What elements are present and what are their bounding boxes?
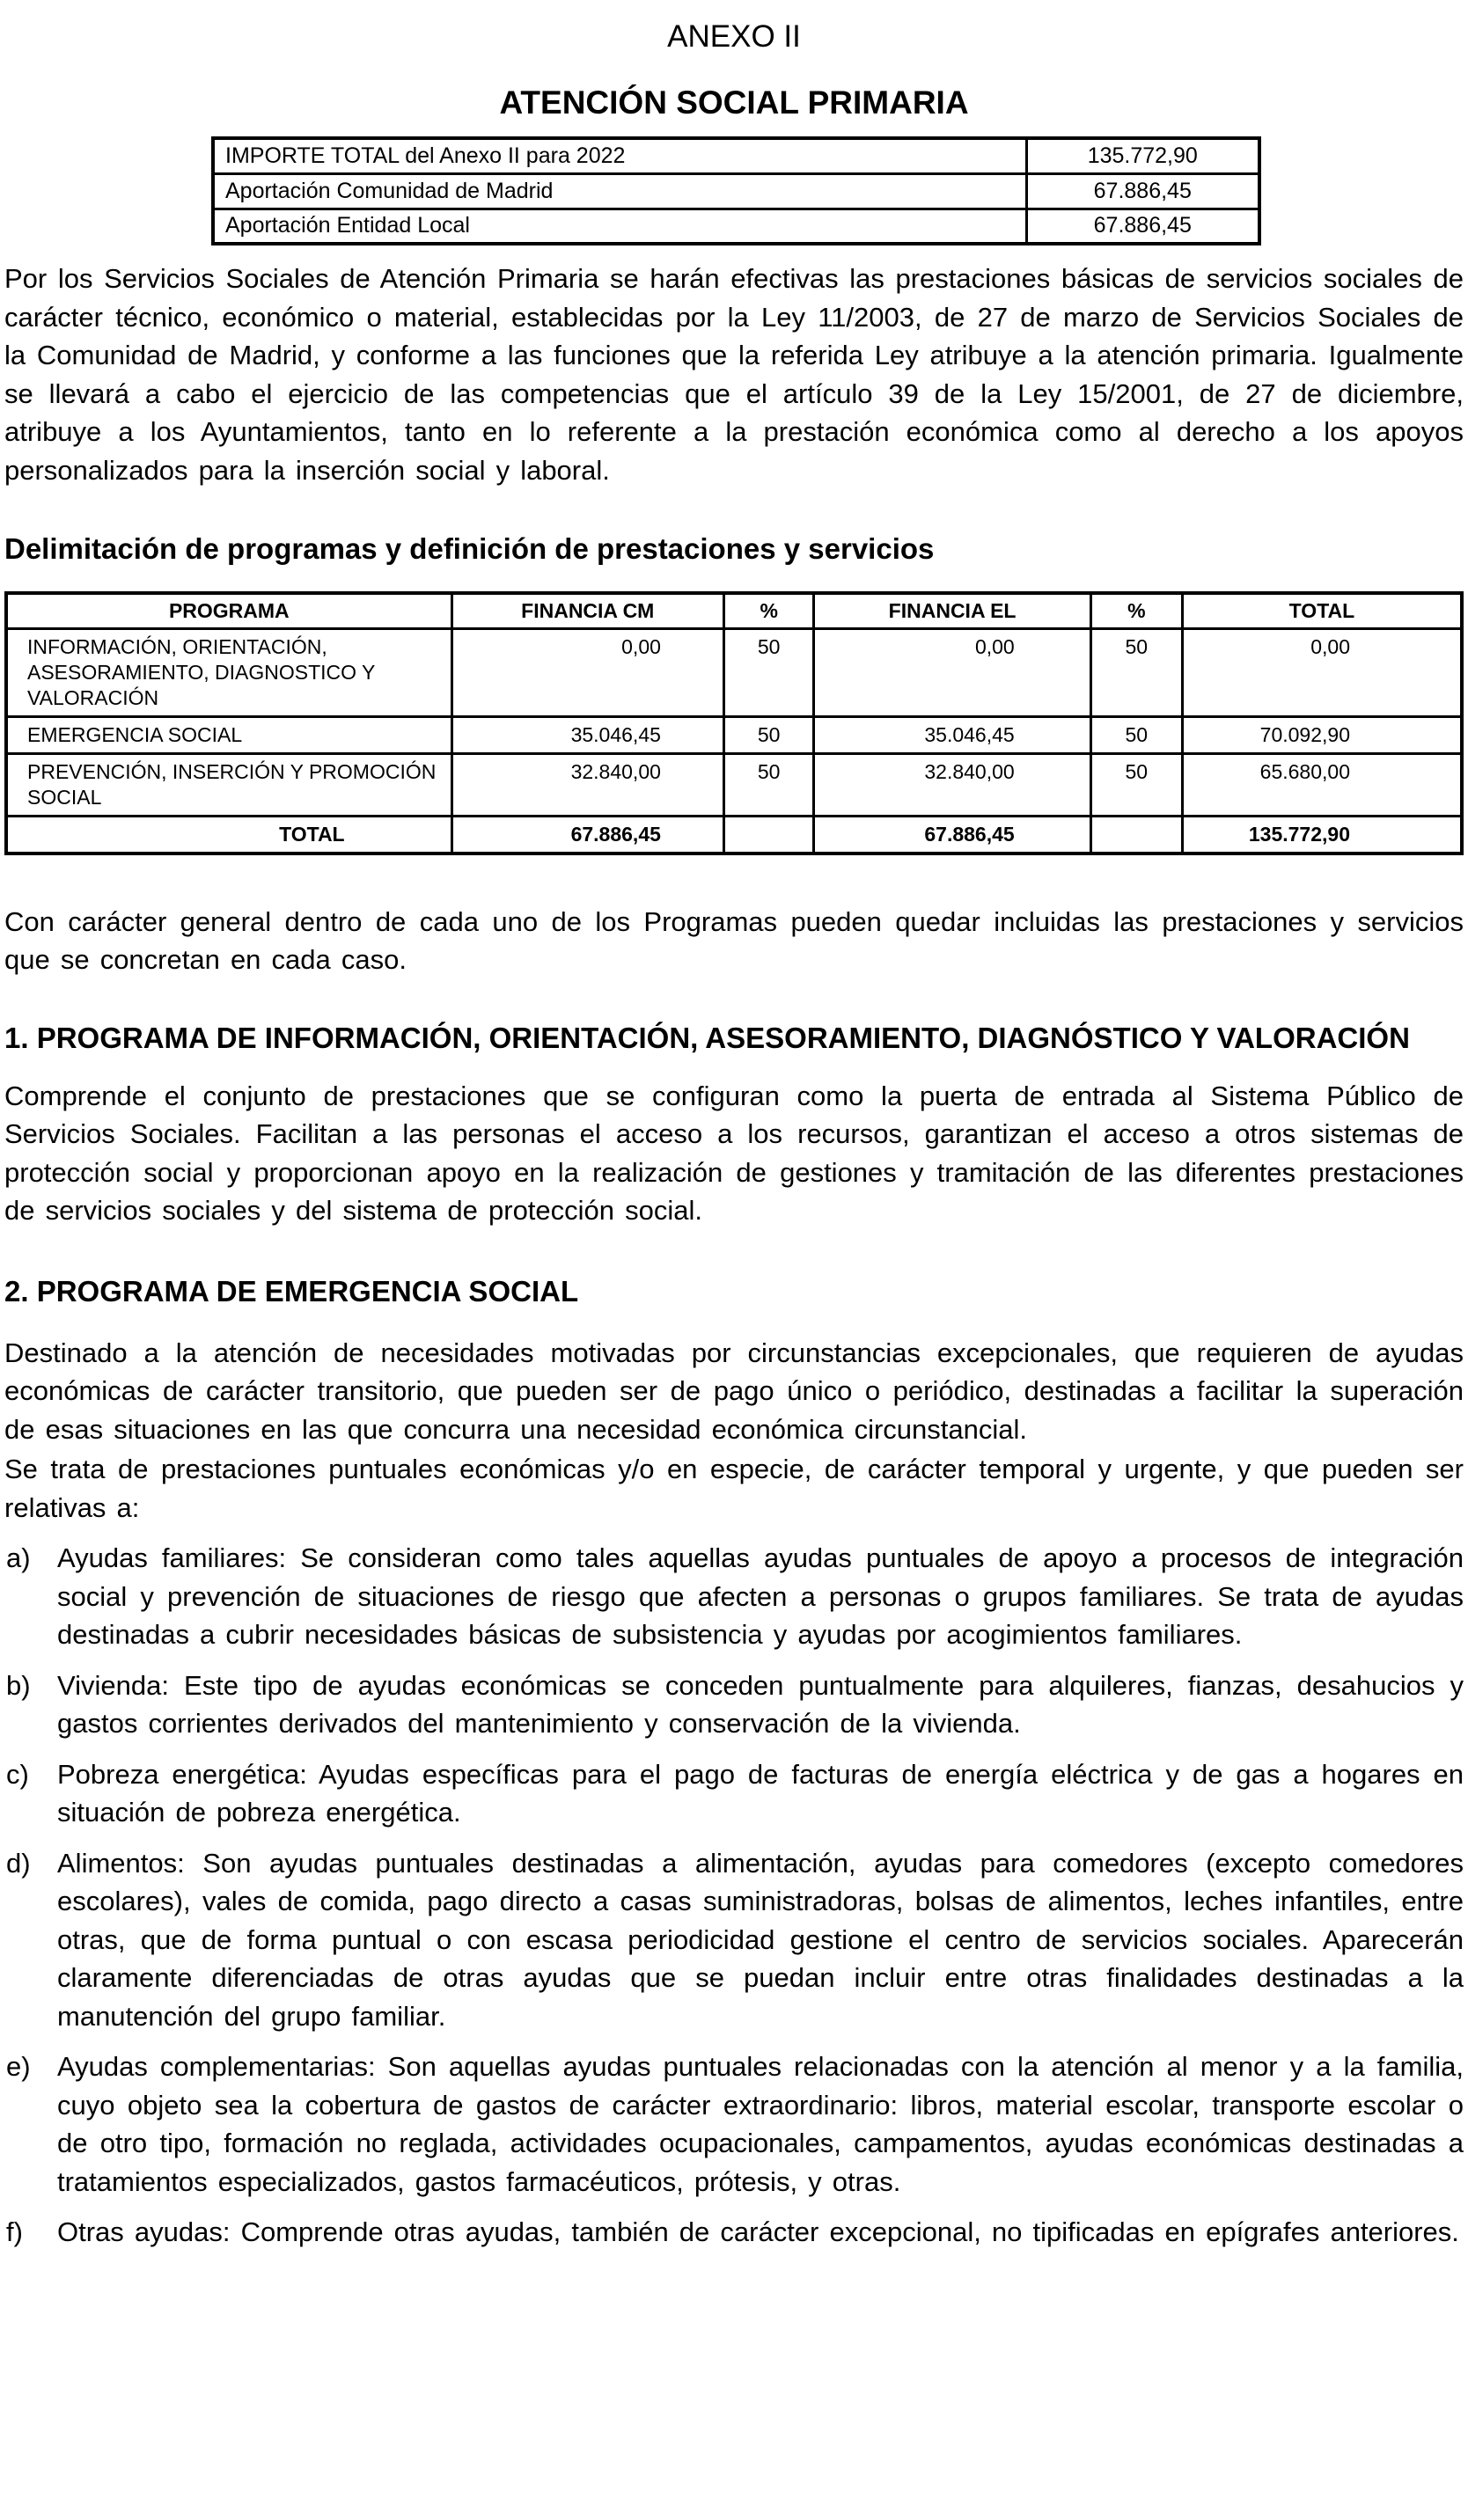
percent-value: 50 [723, 753, 814, 816]
grand-total-value: 135.772,90 [1182, 816, 1462, 853]
list-item-text: Otras ayudas: Comprende otras ayudas, también de carácter excepcional, no tipificadas en epígrafes anteriores. [57, 2216, 1459, 2247]
section-2-heading: 2. PROGRAMA DE EMERGENCIA SOCIAL [4, 1274, 579, 1308]
financia-cm-value: 35.046,45 [451, 716, 723, 753]
programs-financing-table [4, 591, 1464, 855]
general-paragraph: Con carácter general dentro de cada uno de los Programas pueden quedar incluidas las prestaciones y servicios que se concretan en cada caso. [4, 905, 1464, 975]
list-item [4, 1755, 1464, 1832]
financia-el-value: 35.046,45 [814, 716, 1090, 753]
summary-label: IMPORTE TOTAL del Anexo II para 2022 [213, 138, 1026, 173]
percent-value: 50 [723, 716, 814, 753]
total-value: 70.092,90 [1182, 716, 1462, 753]
total-row-label: TOTAL [6, 816, 451, 853]
percent-value: 50 [723, 628, 814, 716]
page-subtitle: ATENCIÓN SOCIAL PRIMARIA [499, 84, 969, 121]
list-item-text: Pobreza energética: Ayudas específicas para el pago de facturas de energía eléctrica y de gas a hogares en situación de pobreza energética. [57, 1758, 1464, 1828]
column-header: FINANCIA CM [451, 593, 723, 628]
section-1-heading: 1. PROGRAMA DE INFORMACIÓN, ORIENTACIÓN, ASESORAMIENTO, DIAGNÓSTICO Y VALORACIÓN [4, 1021, 1410, 1054]
percent-value: 50 [1090, 716, 1182, 753]
financia-cm-total: 67.886,45 [451, 816, 723, 853]
column-header: FINANCIA EL [814, 593, 1090, 628]
table-row [6, 628, 1462, 716]
percent-value: 50 [1090, 753, 1182, 816]
programs-heading: Delimitación de programas y definición de prestaciones y servicios [4, 532, 935, 565]
total-value: 65.680,00 [1182, 753, 1462, 816]
list-item-text: Alimentos: Son ayudas puntuales destinadas a alimentación, ayudas para comedores (excepto comedores escolares), vales de comida, pago directo a casas suministradoras, bolsas de alimentos, leches infantiles, entre otras, que de forma puntual o con escasa periodicidad gestione el centro de servicios sociales. Aparecerán claramente diferenciadas de otras ayudas que se puedan incluir entre otras finalidades destinadas a la manutención del grupo familiar. [57, 1847, 1464, 2032]
list-item-marker: d) [6, 1847, 31, 1879]
summary-value: 67.886,45 [1026, 209, 1259, 244]
summary-value: 67.886,45 [1026, 173, 1259, 209]
list-item-marker: b) [6, 1669, 31, 1701]
table-header-row [6, 593, 1462, 628]
summary-amounts-table [211, 136, 1261, 245]
section-2-paragraph-2: Se trata de prestaciones puntuales económicas y/o en especie, de carácter temporal y urgente, y que pueden ser relativas a: [4, 1454, 1464, 1523]
list-item [4, 1667, 1464, 1743]
intro-paragraph: Por los Servicios Sociales de Atención Primaria se harán efectivas las prestaciones básicas de servicios sociales de carácter técnico, económico o material, establecidas por la Ley 11/2003, de 27 de marzo de Servicios Sociales de la Comunidad de Madrid, y conforme a las funciones que la referida Ley atribuye a la atención primaria. Igualmente se llevará a cabo el ejercicio de las competencias que el artículo 39 de la Ley 15/2001, de 27 de diciembre, atribuye a los Ayuntamientos, tanto en lo referente a la prestación económica como al derecho a los apoyos personalizados para la inserción social y laboral. [4, 263, 1464, 486]
financia-el-total: 67.886,45 [814, 816, 1090, 853]
table-row [213, 138, 1259, 173]
summary-label: Aportación Comunidad de Madrid [213, 173, 1026, 209]
financia-el-value: 32.840,00 [814, 753, 1090, 816]
aid-types-list [4, 1539, 1464, 2252]
column-header: TOTAL [1182, 593, 1462, 628]
column-header: PROGRAMA [6, 593, 451, 628]
list-item-marker: c) [6, 1758, 29, 1790]
percent-empty-cell [723, 816, 814, 853]
financia-cm-value: 0,00 [451, 628, 723, 716]
summary-value: 135.772,90 [1026, 138, 1259, 173]
table-row [6, 753, 1462, 816]
list-item-text: Vivienda: Este tipo de ayudas económicas se conceden puntualmente para alquileres, fianzas, desahucios y gastos corrientes derivados del mantenimiento y conservación de la vivienda. [57, 1669, 1464, 1739]
column-header: % [1090, 593, 1182, 628]
program-name: PREVENCIÓN, INSERCIÓN Y PROMOCIÓN SOCIAL [6, 753, 451, 816]
table-total-row [6, 816, 1462, 853]
section-2-paragraph-1: Destinado a la atención de necesidades motivadas por circunstancias excepcionales, que requieren de ayudas económicas de carácter transitorio, que pueden ser de pago único o periódico, destinadas a facilitar la superación de esas situaciones en las que concurra una necesidad económica circunstancial. [4, 1337, 1464, 1445]
total-value: 0,00 [1182, 628, 1462, 716]
program-name: INFORMACIÓN, ORIENTACIÓN, ASESORAMIENTO, DIAGNOSTICO Y VALORACIÓN [6, 628, 451, 716]
percent-value: 50 [1090, 628, 1182, 716]
financia-cm-value: 32.840,00 [451, 753, 723, 816]
column-header: % [723, 593, 814, 628]
list-item-marker: a) [6, 1542, 31, 1573]
percent-empty-cell [1090, 816, 1182, 853]
list-item-text: Ayudas complementarias: Son aquellas ayudas puntuales relacionadas con la atención al menor y a la familia, cuyo objeto sea la cobertura de gastos de carácter extraordinario: libros, material escolar, transporte escolar o de otro tipo, formación no reglada, actividades ocupacionales, campamentos, ayudas económicas destinadas a tratamientos especializados, gastos farmacéuticos, prótesis, y otras. [57, 2051, 1464, 2197]
list-item-marker: e) [6, 2051, 31, 2082]
list-item [4, 2048, 1464, 2201]
table-row [213, 209, 1259, 244]
list-item-text: Ayudas familiares: Se consideran como tales aquellas ayudas puntuales de apoyo a procesos de integración social y prevención de situaciones de riesgo que afecten a personas o grupos familiares. Se trata de ayudas destinadas a cubrir necesidades básicas de subsistencia y ayudas por acogimientos familiares. [57, 1542, 1464, 1650]
table-row [6, 716, 1462, 753]
list-item [4, 2213, 1464, 2252]
page-title: ANEXO II [667, 19, 801, 54]
financia-el-value: 0,00 [814, 628, 1090, 716]
table-row [213, 173, 1259, 209]
program-name: EMERGENCIA SOCIAL [6, 716, 451, 753]
section-1-paragraph: Comprende el conjunto de prestaciones que se configuran como la puerta de entrada al Sistema Público de Servicios Sociales. Facilitan a las personas el acceso a los recursos, garantizan el acceso a otros sistemas de protección social y proporcionan apoyo en la realización de gestiones y tramitación de las diferentes prestaciones de servicios sociales y del sistema de protección social. [4, 1080, 1464, 1226]
list-item-marker: f) [6, 2216, 23, 2247]
list-item [4, 1539, 1464, 1654]
summary-label: Aportación Entidad Local [213, 209, 1026, 244]
list-item [4, 1844, 1464, 2036]
